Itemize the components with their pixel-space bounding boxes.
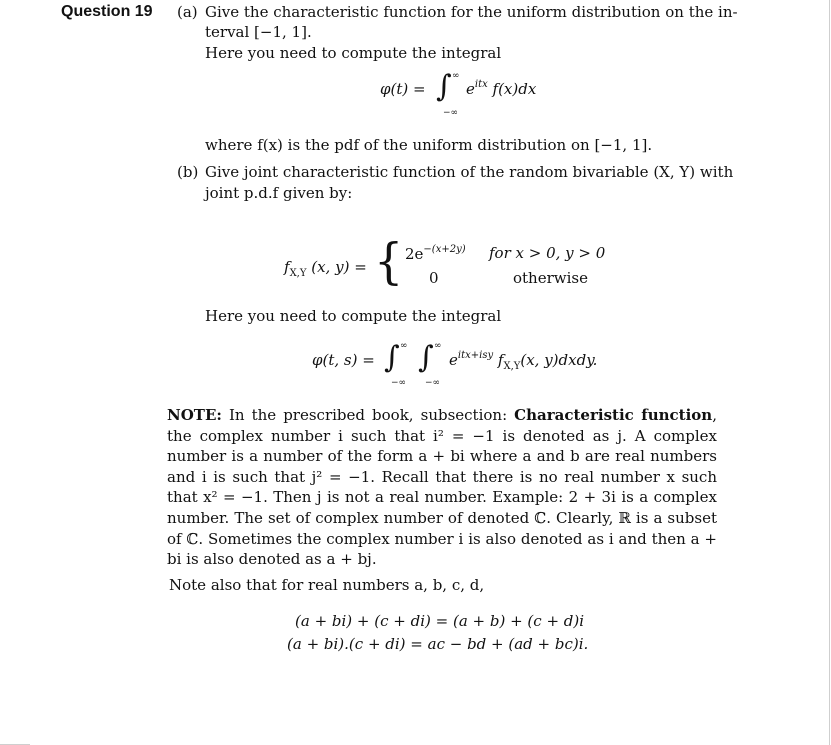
integral-sign-1-icon: ∫ [384, 340, 400, 375]
part-a-marker: (a) [177, 3, 198, 21]
formula-a-lhs: φ(t) = [380, 80, 426, 98]
piecewise-f: f [284, 258, 290, 276]
formula-b-upper-2: ∞ [434, 341, 442, 351]
part-b-line2: joint p.d.f given by: [205, 184, 353, 202]
formula-b-lower-1: −∞ [391, 378, 407, 388]
case1-base: 2e [405, 245, 424, 263]
note-heading: NOTE: [167, 406, 222, 424]
note-also: Note also that for real numbers a, b, c, d, [169, 576, 485, 594]
part-a-formula [380, 80, 426, 98]
piecewise-case1-value [405, 245, 466, 263]
question-label: Question 19 [61, 3, 153, 20]
integral-sign-icon: ∫ [436, 69, 452, 104]
formula-b-sub: X,Y [503, 361, 521, 372]
formula-b-exp: itx+isy [457, 350, 494, 361]
case1-exp: −(x+2y) [423, 244, 466, 255]
formula-a-lower: −∞ [443, 108, 459, 118]
part-b-line1: Give joint characteristic function of the random bivariable (X, Y) with [205, 163, 734, 181]
note-bold-term: Characteristic function [514, 406, 713, 424]
piecewise-lhs [284, 258, 367, 279]
part-a-line2: terval [−1, 1]. [205, 23, 312, 41]
integral-sign-2-icon: ∫ [418, 340, 434, 375]
formula-b-integrand: $e^{itx+isy}$ $f_{X,Y}(x$, y)dxdy. [449, 350, 598, 372]
formula-b-f: f [497, 351, 504, 369]
part-b-line3: Here you need to compute the integral [205, 307, 502, 325]
left-brace-icon: { [374, 232, 404, 290]
part-a-line3: Here you need to compute the integral [205, 44, 502, 62]
formula-b-lhs: φ(t, s) = [312, 351, 375, 369]
piecewise-args: (x, y) = [311, 258, 367, 276]
formula-b-lower-2: −∞ [425, 378, 441, 388]
piecewise-case1-condition: for x > 0, y > 0 [489, 244, 606, 262]
note-paragraph [167, 405, 717, 570]
piecewise-case2-condition: otherwise [513, 269, 588, 287]
piecewise-sub: X,Y [289, 268, 307, 279]
formula-a-integrand: $e^{itx}$ f(x)dx [466, 79, 537, 98]
formula-b-rest: (x, y)dxdy. [520, 351, 598, 369]
piecewise-case2-value: 0 [429, 269, 439, 287]
note-text-2: , the complex number i such that i² = −1 is denoted as j. A complex number is a number of the form a + bi where a and b are real numbers and i is such that j² = −1. Recall that there is no real number x such that x² = −1. Then j is not a real number. Example: 2 + 3i is a complex number. The set of complex number of denoted ℂ. Clearly, ℝ is a subset of ℂ. Sometimes the complex number i is also denoted as i and then a + bi is also denoted as a + bj. [167, 406, 717, 569]
equation-sum: (a + bi) + (c + di) = (a + b) + (c + d)i [295, 612, 585, 630]
formula-a-exp: itx [474, 79, 488, 90]
part-b-marker: (b) [177, 163, 199, 181]
note-text-1: In the prescribed book, subsection: [221, 406, 515, 424]
page-border-right [829, 0, 830, 745]
formula-a-upper: ∞ [452, 71, 460, 81]
part-a-line1: Give the characteristic function for the uniform distribution on the in- [205, 3, 738, 21]
formula-a-rest: f(x)dx [492, 80, 537, 98]
part-a-line4: where f(x) is the pdf of the uniform distribution on [−1, 1]. [205, 136, 653, 154]
formula-b-upper-1: ∞ [400, 341, 408, 351]
equation-product: (a + bi).(c + di) = ac − bd + (ad + bc)i. [287, 635, 589, 653]
